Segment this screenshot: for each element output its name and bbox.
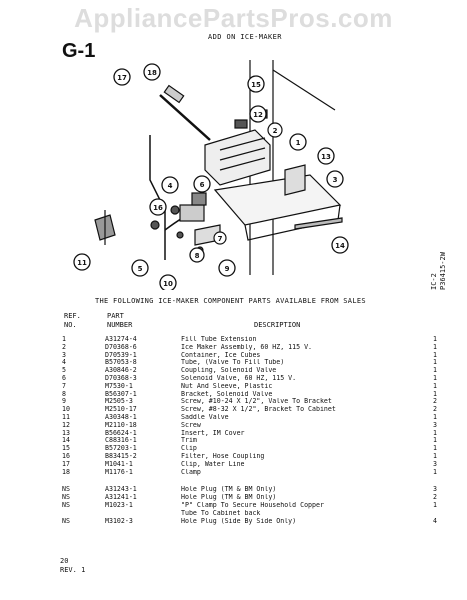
quantity-cell: 1 bbox=[433, 358, 437, 367]
part-number-cell: M2505-3 bbox=[105, 397, 133, 406]
ref-cell: 17 bbox=[62, 459, 70, 468]
part-number-cell: A31274-4 bbox=[105, 335, 137, 343]
ref-cell: 7 bbox=[62, 381, 66, 390]
callout-7: 7 bbox=[217, 235, 223, 243]
quantity-cell: 1 bbox=[433, 467, 437, 476]
availability-note: THE FOLLOWING ICE-MAKER COMPONENT PARTS AVAILABLE FROM SALES bbox=[95, 297, 366, 305]
quantity-cell: 1 bbox=[433, 381, 437, 390]
table-row bbox=[62, 469, 437, 477]
callout-11: 11 bbox=[77, 259, 87, 267]
quantity-cell: 1 bbox=[433, 389, 437, 398]
description-cell: "P" Clamp To Secure Household Copper bbox=[181, 501, 324, 509]
header-part: PART NUMBER bbox=[107, 312, 133, 329]
callout-13: 13 bbox=[321, 153, 331, 161]
callout-6: 6 bbox=[199, 181, 205, 189]
quantity-cell: 1 bbox=[433, 412, 437, 421]
section-label: G-1 bbox=[62, 40, 96, 62]
description-cell: Clip, Water Line bbox=[181, 460, 245, 468]
part-number-cell: B83415-2 bbox=[105, 451, 137, 460]
ref-cell: 4 bbox=[62, 358, 66, 367]
quantity-cell: 1 bbox=[433, 428, 437, 437]
header-description: DESCRIPTION bbox=[254, 321, 301, 329]
quantity-cell: 3 bbox=[433, 459, 437, 468]
ref-cell: 6 bbox=[62, 373, 66, 382]
callout-17: 17 bbox=[117, 74, 127, 82]
description-cell: Ice Maker Assembly, 60 HZ, 115 V. bbox=[181, 343, 313, 351]
description-cell: Bracket, Solenoid Valve bbox=[181, 390, 273, 398]
ref-cell: 11 bbox=[62, 412, 70, 421]
quantity-cell: 4 bbox=[433, 516, 437, 525]
callout-14: 14 bbox=[335, 242, 345, 250]
header-ref: REF. NO. bbox=[64, 312, 81, 329]
part-number-cell: M1176-1 bbox=[105, 467, 133, 476]
ref-cell: 15 bbox=[62, 444, 70, 453]
part-number-cell: B57053-8 bbox=[105, 358, 137, 367]
ref-cell: 8 bbox=[62, 389, 66, 398]
part-number-cell: B56624-1 bbox=[105, 428, 137, 437]
callout-18: 18 bbox=[147, 69, 157, 77]
callout-15: 15 bbox=[251, 81, 261, 89]
quantity-cell: 1 bbox=[433, 444, 437, 453]
quantity-cell: 1 bbox=[433, 335, 437, 343]
side-code-text: IC-2 P36415-2W bbox=[430, 252, 447, 290]
table-row bbox=[62, 502, 437, 510]
ref-cell: 13 bbox=[62, 428, 70, 437]
ref-cell: 2 bbox=[62, 342, 66, 351]
ref-cell: NS bbox=[62, 485, 70, 494]
description-cell: Tube To Cabinet back bbox=[181, 509, 261, 517]
part-number-cell: A30846-2 bbox=[105, 366, 137, 375]
description-cell: Insert, IM Cover bbox=[181, 429, 245, 437]
ref-cell: 1 bbox=[62, 335, 66, 343]
description-cell: Coupling, Solenoid Valve bbox=[181, 367, 277, 375]
description-cell: Hole Plug (Side By Side Only) bbox=[181, 517, 297, 525]
quantity-cell: 2 bbox=[433, 405, 437, 414]
part-number-cell: A31241-1 bbox=[105, 493, 137, 502]
part-number-cell: M1041-1 bbox=[105, 459, 133, 468]
description-cell: Clip bbox=[181, 445, 197, 453]
callout-5: 5 bbox=[137, 265, 143, 273]
quantity-cell: 1 bbox=[433, 436, 437, 445]
part-number-cell: C88316-1 bbox=[105, 436, 137, 445]
quantity-cell: 2 bbox=[433, 397, 437, 406]
quantity-cell: 1 bbox=[433, 451, 437, 460]
ref-cell: 16 bbox=[62, 451, 70, 460]
ref-cell: 10 bbox=[62, 405, 70, 414]
ref-cell: 3 bbox=[62, 350, 66, 359]
description-cell: Container, Ice Cubes bbox=[181, 351, 261, 359]
quantity-cell: 3 bbox=[433, 420, 437, 429]
ref-cell: 5 bbox=[62, 366, 66, 375]
part-number-cell: D70368-6 bbox=[105, 342, 137, 351]
part-number-cell: M2110-18 bbox=[105, 420, 137, 429]
part-number-cell: A30348-1 bbox=[105, 412, 137, 421]
parts-table bbox=[62, 336, 437, 525]
description-cell: Tube, (Valve To Fill Tube) bbox=[181, 359, 285, 367]
callout-9: 9 bbox=[224, 265, 230, 273]
table-row bbox=[62, 518, 437, 526]
callout-12: 12 bbox=[253, 111, 263, 119]
quantity-cell: 2 bbox=[433, 493, 437, 502]
ref-cell: 9 bbox=[62, 397, 66, 406]
description-cell: Hole Plug (TM & BM Only) bbox=[181, 494, 277, 502]
quantity-cell: 1 bbox=[433, 350, 437, 359]
part-number-cell: M2510-17 bbox=[105, 405, 137, 414]
part-number-cell: B57203-1 bbox=[105, 444, 137, 453]
page-subtitle: ADD ON ICE-MAKER bbox=[208, 33, 282, 41]
ref-cell: 18 bbox=[62, 467, 70, 476]
description-cell: Trim bbox=[181, 437, 197, 445]
watermark: AppliancePartsPros.com bbox=[74, 3, 393, 33]
part-number-cell: M7530-1 bbox=[105, 381, 133, 390]
description-cell: Screw, #10-24 X 1/2", Valve To Bracket bbox=[181, 398, 332, 406]
description-cell: Screw, #8-32 X 1/2", Bracket To Cabinet bbox=[181, 406, 336, 414]
description-cell: Solenoid Valve, 60 HZ, 115 V. bbox=[181, 374, 297, 382]
part-number-cell: M3102-3 bbox=[105, 516, 133, 525]
ns-parts-list bbox=[62, 486, 437, 525]
callout-8: 8 bbox=[194, 252, 200, 260]
quantity-cell: 1 bbox=[433, 373, 437, 382]
description-cell: Screw bbox=[181, 421, 201, 429]
part-number-cell: A31243-1 bbox=[105, 485, 137, 494]
part-number-cell: D70368-3 bbox=[105, 373, 137, 382]
description-cell: Saddle Valve bbox=[181, 413, 229, 421]
ref-cell: NS bbox=[62, 493, 70, 502]
part-number-cell: M1023-1 bbox=[105, 500, 133, 509]
quantity-cell: 3 bbox=[433, 485, 437, 494]
part-number-cell: B56307-1 bbox=[105, 389, 137, 398]
ref-cell: NS bbox=[62, 516, 70, 525]
ref-cell: NS bbox=[62, 500, 70, 509]
ice-maker-exploded-diagram bbox=[70, 50, 370, 290]
callout-4: 4 bbox=[167, 182, 173, 190]
ref-cell: 14 bbox=[62, 436, 70, 445]
callout-3: 3 bbox=[332, 176, 338, 184]
page-footer bbox=[60, 557, 85, 575]
description-cell: Hole Plug (TM & BM Only) bbox=[181, 486, 277, 494]
parts-list bbox=[62, 336, 437, 476]
description-cell: Nut And Sleeve, Plastic bbox=[181, 382, 273, 390]
side-code bbox=[430, 252, 448, 290]
callout-2: 2 bbox=[272, 127, 278, 135]
description-cell: Filter, Hose Coupling bbox=[181, 452, 265, 460]
footer-text: 20 REV. 1 bbox=[60, 557, 86, 574]
callout-16: 16 bbox=[153, 204, 163, 212]
callout-1: 1 bbox=[295, 139, 301, 147]
quantity-cell: 1 bbox=[433, 500, 437, 509]
part-number-cell: D70539-1 bbox=[105, 350, 137, 359]
quantity-cell: 1 bbox=[433, 366, 437, 375]
description-cell: Clamp bbox=[181, 468, 201, 476]
callout-10: 10 bbox=[163, 280, 173, 288]
quantity-cell: 1 bbox=[433, 342, 437, 351]
description-cell: Fill Tube Extension bbox=[181, 336, 257, 343]
ref-cell: 12 bbox=[62, 420, 70, 429]
